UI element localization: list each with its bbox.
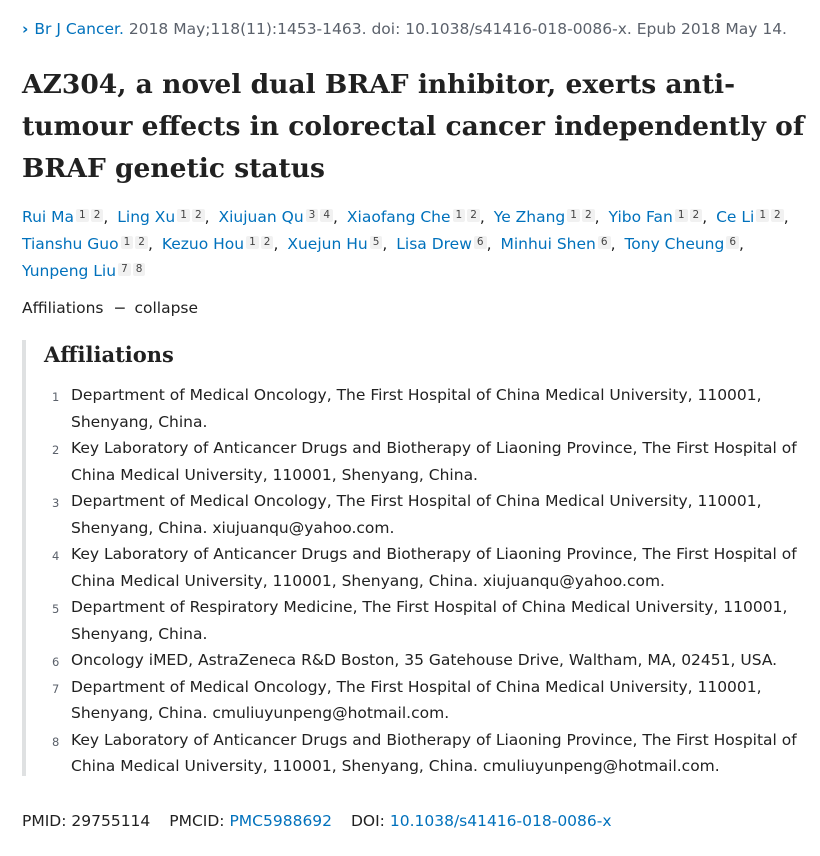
author-item [219, 208, 342, 226]
affiliation-text: Department of Medical Oncology, The First Hospital of China Medical University, 110001, Shenyang, China. [71, 386, 762, 431]
affiliation-ref-button[interactable]: 2 [192, 209, 205, 222]
affiliation-item [26, 541, 816, 594]
affiliation-ref-button[interactable]: 6 [474, 236, 487, 249]
affiliation-ref-button[interactable]: 2 [467, 209, 480, 222]
author-name-link[interactable]: Xuejun Hu [287, 235, 368, 253]
affiliations-list [26, 382, 816, 780]
author-item [347, 208, 489, 226]
affiliation-number: 6 [52, 655, 60, 669]
affiliation-item [26, 594, 816, 647]
journal-link[interactable]: Br J Cancer. [34, 20, 124, 38]
affiliation-text: Department of Medical Oncology, The First Hospital of China Medical University, 110001, Shenyang, China. xiujuanqu@yahoo.com. [71, 492, 762, 537]
author-name-link[interactable]: Yunpeng Liu [22, 262, 117, 280]
author-separator: , [333, 208, 338, 226]
author-list [22, 204, 812, 285]
affiliation-ref-button[interactable]: 1 [756, 209, 769, 222]
affiliation-ref-button[interactable]: 5 [370, 236, 383, 249]
author-name-link[interactable]: Rui Ma [22, 208, 75, 226]
affiliation-ref-button[interactable]: 8 [133, 263, 146, 276]
article-title: AZ304, a novel dual BRAF inhibitor, exerts anti-tumour effects in colorectal cancer independently of BRAF genetic status [22, 69, 805, 184]
author-item [396, 235, 495, 253]
affiliation-text: Oncology iMED, AstraZeneca R&D Boston, 35 Gatehouse Drive, Waltham, MA, 02451, USA. [71, 651, 778, 669]
author-name-link[interactable]: Lisa Drew [396, 235, 472, 253]
affiliation-item [26, 488, 816, 541]
author-name-link[interactable]: Ce Li [716, 208, 755, 226]
affiliation-ref-button[interactable]: 2 [690, 209, 703, 222]
affiliation-ref-button[interactable]: 2 [91, 209, 104, 222]
affiliation-item [26, 647, 816, 674]
affiliation-ref-button[interactable]: 1 [453, 209, 466, 222]
author-name-link[interactable]: Ling Xu [117, 208, 176, 226]
affiliation-item [26, 727, 816, 780]
author-item [716, 208, 793, 226]
author-name-link[interactable]: Xiaofang Che [346, 208, 451, 226]
pmid-value: 29755114 [71, 812, 151, 830]
affiliation-text: Department of Medical Oncology, The First Hospital of China Medical University, 110001, Shenyang, China. cmuliuyunpeng@hotmail.com. [71, 677, 762, 722]
author-name-link[interactable]: Minhui Shen [500, 235, 596, 253]
affiliations-toggle-label[interactable]: Affiliations [22, 299, 104, 317]
author-separator: , [382, 235, 388, 253]
affiliation-ref-button[interactable]: 2 [771, 209, 784, 222]
affiliation-text: Department of Respiratory Medicine, The First Hospital of China Medical University, 110001, Shenyang, China. [71, 598, 788, 643]
affiliation-number: 5 [52, 602, 60, 616]
citation-details: 2018 May;118(11):1453-1463. doi: 10.1038/s41416-018-0086-x. Epub 2018 May 14. [128, 20, 787, 38]
author-name-link[interactable]: Tianshu Guo [22, 235, 119, 253]
citation-line [22, 20, 787, 38]
affiliations-toggle [22, 299, 198, 317]
affiliation-number: 8 [52, 734, 60, 749]
author-separator: , [103, 208, 109, 226]
author-separator: , [702, 208, 708, 226]
pmid-label: PMID: [22, 812, 67, 830]
author-separator: , [204, 208, 210, 226]
article-identifiers [22, 812, 612, 830]
author-separator: , [147, 235, 153, 253]
author-separator: , [610, 235, 616, 253]
author-item [22, 208, 112, 226]
collapse-dash-icon[interactable]: − [113, 299, 127, 317]
affiliation-item [26, 674, 816, 727]
author-name-link[interactable]: Ye Zhang [493, 208, 566, 226]
author-separator: , [594, 208, 600, 226]
affiliation-ref-button[interactable]: 6 [726, 236, 739, 249]
collapse-button[interactable]: collapse [134, 299, 199, 317]
author-item [494, 208, 604, 226]
affiliation-text: Key Laboratory of Anticancer Drugs and Biotherapy of Liaoning Province, The First Hospital of China Medical University, 110001, Shenyang, China. xiujuanqu@yahoo.com. [71, 545, 797, 590]
author-name-link[interactable]: Tony Cheung [624, 235, 725, 253]
affiliation-text: Key Laboratory of Anticancer Drugs and Biotherapy of Liaoning Province, The First Hospital of China Medical University, 110001, Shenyang, China. [71, 439, 797, 484]
pmcid-link[interactable]: PMC5988692 [229, 812, 333, 830]
chevron-right-icon[interactable]: › [22, 20, 29, 38]
affiliation-ref-button[interactable]: 2 [582, 209, 595, 222]
affiliation-ref-button[interactable]: 4 [320, 209, 333, 222]
affiliation-ref-button[interactable]: 6 [598, 236, 611, 249]
affiliations-panel [22, 340, 816, 776]
author-item [287, 235, 391, 253]
doi-label: DOI: [350, 812, 385, 830]
affiliation-item [26, 382, 816, 435]
affiliation-ref-button[interactable]: 1 [177, 209, 190, 222]
author-separator: , [486, 235, 492, 253]
affiliation-ref-button[interactable]: 1 [121, 236, 134, 249]
affiliation-ref-button[interactable]: 1 [76, 209, 89, 222]
affiliation-number: 7 [52, 681, 60, 696]
author-item [162, 235, 283, 253]
doi-link[interactable]: 10.1038/s41416-018-0086-x [389, 812, 612, 830]
author-item [117, 208, 213, 226]
author-separator: , [783, 208, 789, 226]
affiliation-text: Key Laboratory of Anticancer Drugs and Biotherapy of Liaoning Province, The First Hospital of China Medical University, 110001, Shenyang, China. cmuliuyunpeng@hotmail.com. [71, 730, 797, 775]
affiliation-ref-button[interactable]: 1 [675, 209, 688, 222]
author-separator: , [273, 235, 279, 253]
affiliation-item [26, 435, 816, 488]
author-item [22, 262, 145, 280]
affiliation-number: 2 [52, 443, 60, 457]
author-item [609, 208, 712, 226]
affiliation-number: 1 [52, 390, 60, 404]
affiliations-heading: Affiliations [44, 342, 174, 367]
author-item [624, 235, 748, 253]
affiliation-number: 4 [52, 549, 60, 563]
author-name-link[interactable]: Xiujuan Qu [218, 208, 304, 226]
author-separator: , [479, 208, 485, 226]
author-name-link[interactable]: Yibo Fan [608, 208, 673, 226]
affiliation-ref-button[interactable]: 2 [135, 236, 148, 249]
author-name-link[interactable]: Kezuo Hou [161, 235, 245, 253]
pmcid-label: PMCID: [169, 812, 225, 830]
affiliation-ref-button[interactable]: 1 [246, 236, 259, 249]
affiliation-ref-button[interactable]: 7 [118, 263, 131, 276]
affiliation-ref-button[interactable]: 1 [567, 209, 580, 222]
affiliation-ref-button[interactable]: 2 [261, 236, 274, 249]
author-item [500, 235, 619, 253]
affiliation-ref-button[interactable]: 3 [306, 209, 319, 222]
author-item [22, 235, 157, 253]
affiliation-number: 3 [52, 496, 60, 510]
author-separator: , [739, 235, 744, 253]
